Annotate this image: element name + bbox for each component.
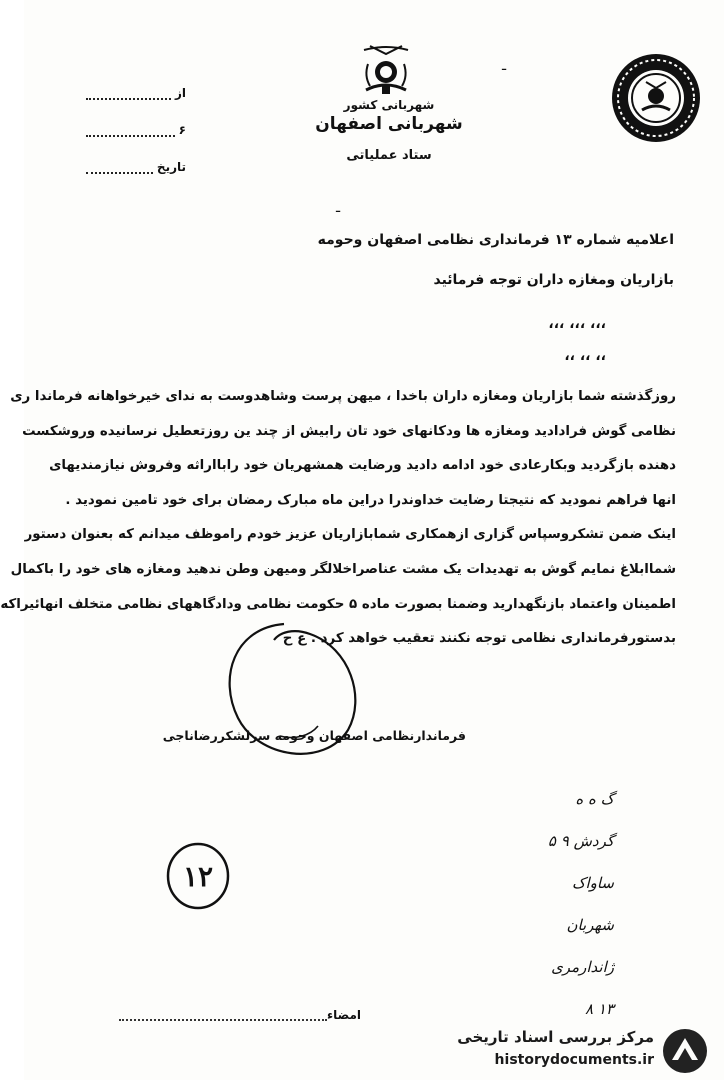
quote-marks-row-2: ،، ،، ،، <box>564 348 606 364</box>
watermark-url: historydocuments.ir <box>494 1052 654 1068</box>
body-line: نظامی گوش فرادادید ومغازه ها ودکانهای خود تان رابیش از چند ین روزتعطیل نرسانیده وروشکست <box>22 423 676 439</box>
signature-dots <box>119 1009 327 1021</box>
watermark-title: مرکز بررسی اسناد تاریخی <box>457 1028 654 1046</box>
body-line: شماابلاغ نمایم گوش به تهدیدات یک مشت عناصراخلالگر ومیهن وطن ندهید ومغازه های خود را باکمال <box>10 561 676 577</box>
handwritten-note: گ ه ه <box>575 790 614 808</box>
from-label: از <box>174 86 186 100</box>
scan-mark: ـ <box>502 58 507 74</box>
body-line: انها فراهم نمودید که نتیجتا رضایت خداوندرا دراین ماه مبارک رمضان برای خود تامین نمودید . <box>65 492 676 508</box>
announcement-body <box>0 380 676 657</box>
handwritten-note: ۱۳ ۸ <box>585 1000 614 1018</box>
body-line: بدستورفرمانداری نظامی توجه نکنند تعقیب خواهد کرد . ع ح <box>282 631 676 647</box>
quote-marks-row-1: ،،، ،،، ،،، <box>548 316 606 332</box>
announcement-address: بازاریان ومغازه داران توجه فرمائید <box>433 272 674 288</box>
archive-logo-icon <box>660 1026 710 1076</box>
signature-scribble-icon <box>214 618 364 773</box>
official-seal-icon <box>610 52 702 144</box>
meta-from-row <box>86 78 186 108</box>
date-label: تاریخ <box>156 160 186 174</box>
number-label: ۶ <box>178 123 186 137</box>
signature-label: امضاء <box>326 1008 361 1022</box>
body-line: دهنده بازگردید وبکارعادی خود ادامه دادید ورضایت همشهریان خود رابااراثه وفروش نیازمندیهای <box>49 458 676 474</box>
footer-signature-line <box>119 1008 369 1022</box>
number-dots <box>86 123 175 137</box>
scan-mark: ـ <box>336 200 341 216</box>
handwritten-note: شهربان <box>566 916 614 934</box>
department-title: ستاد عملیاتی <box>346 148 432 163</box>
date-dots <box>86 160 153 174</box>
meta-block <box>86 78 186 189</box>
announcement-title: اعلامیه شماره ۱۳ فرمانداری نظامی اصفهان وحومه <box>317 232 674 248</box>
handwritten-note: ساواک <box>572 874 614 892</box>
circled-number-text: ۱۲ <box>182 860 214 893</box>
handwritten-notes <box>434 778 614 1030</box>
body-line: اطمینان واعتماد بازنگهدارید وضمنا بصورت ماده ۵ حکومت نظامی ودادگاههای نظامی متخلف انهائیراکه <box>0 596 676 612</box>
meta-number-row <box>86 115 186 145</box>
org-large-title: شهربانی اصفهان <box>315 114 463 134</box>
body-line: روزگذشته شما بازاریان ومغازه داران باخدا ، میهن پرست وشاهدوست به ندای خیرخواهانه فرماندا ری <box>10 389 676 404</box>
body-line: اینک ضمن تشکروسپاس گزاری ازهمکاری شمابازاریان عزیز خودم راموظف میدانم که بعنوان دستور <box>24 527 676 543</box>
handwritten-note: ژاندارمری <box>551 958 614 976</box>
meta-date-row <box>86 152 186 182</box>
watermark <box>434 1026 714 1076</box>
lion-sun-emblem-icon <box>356 40 416 100</box>
signatory-name: فرماندارنظامی اصفهان وحومه سرلشکررضاناجی <box>162 728 466 743</box>
org-small-title: شهربانی کشور <box>343 98 435 112</box>
from-dots <box>86 86 171 100</box>
circled-number-mark <box>162 840 234 912</box>
letterhead-header <box>314 98 464 163</box>
handwritten-note: گردش ۹ ۵ <box>547 832 614 850</box>
